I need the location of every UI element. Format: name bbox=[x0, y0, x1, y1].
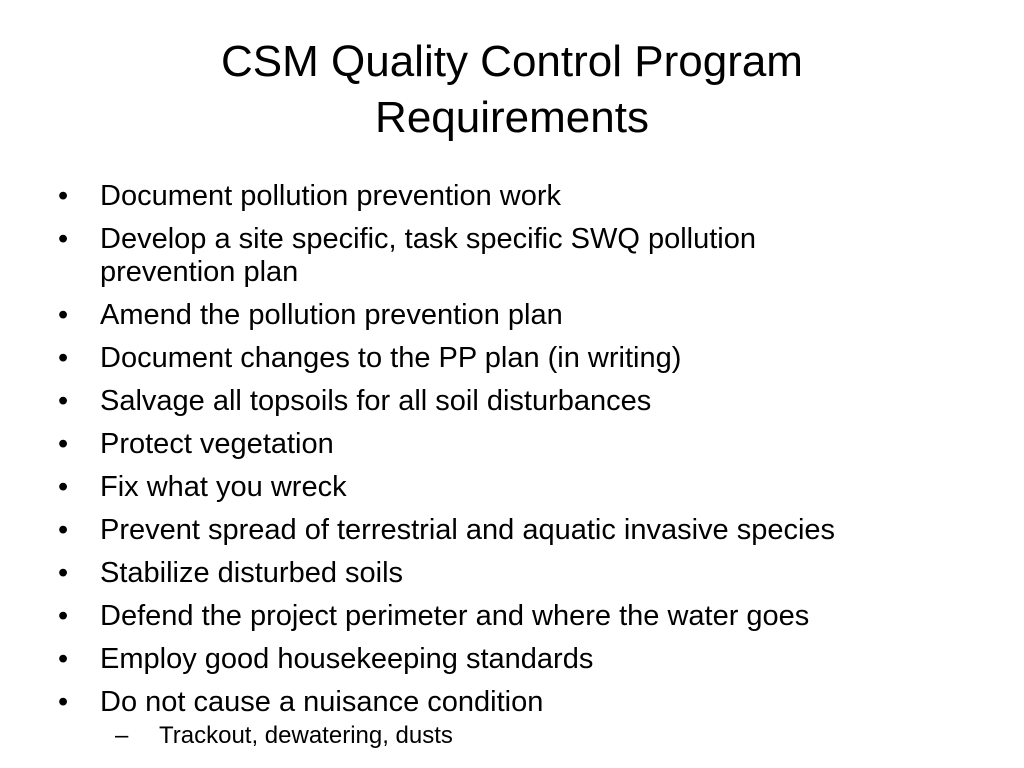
bullet-marker: • bbox=[58, 471, 69, 503]
bullet-marker: • bbox=[58, 643, 69, 675]
bullet-marker: • bbox=[58, 342, 69, 374]
bullet-text: Document changes to the PP plan (in writing) bbox=[100, 342, 682, 374]
bullet-text: Document pollution prevention work bbox=[100, 180, 562, 212]
bullet-text: Defend the project perimeter and where the water goes bbox=[100, 600, 810, 632]
bullet-item bbox=[58, 557, 978, 590]
bullet-text: Do not cause a nuisance condition bbox=[100, 686, 544, 718]
bullet-marker: • bbox=[58, 557, 69, 589]
bullet-text: Salvage all topsoils for all soil disturbances bbox=[100, 385, 652, 417]
bullet-marker: • bbox=[58, 223, 69, 255]
bullet-text: Develop a site specific, task specific SWQ pollution bbox=[100, 223, 756, 255]
bullet-text: Prevent spread of terrestrial and aquatic invasive species bbox=[100, 514, 836, 546]
bullet-item bbox=[58, 686, 978, 719]
bullet-item bbox=[58, 600, 978, 633]
bullet-item bbox=[58, 643, 978, 676]
bullet-item bbox=[58, 471, 978, 504]
bullet-item bbox=[58, 514, 978, 547]
bullet-text: Amend the pollution prevention plan bbox=[100, 299, 563, 331]
bullet-text: Protect vegetation bbox=[100, 428, 334, 460]
bullet-item bbox=[58, 428, 978, 461]
bullet-item bbox=[58, 385, 978, 418]
sub-bullet-item bbox=[115, 721, 978, 751]
bullet-item bbox=[58, 342, 978, 375]
bullet-text-continuation: prevention plan bbox=[100, 256, 299, 288]
bullet-item bbox=[58, 180, 978, 213]
bullet-text: Stabilize disturbed soils bbox=[100, 557, 404, 589]
bullet-item bbox=[58, 223, 978, 289]
bullet-marker: • bbox=[58, 299, 69, 331]
slide-title bbox=[100, 34, 924, 146]
bullet-marker: • bbox=[58, 428, 69, 460]
sub-bullet-text: Trackout, dewatering, dusts bbox=[159, 722, 453, 749]
bullet-marker: • bbox=[58, 385, 69, 417]
slide-title-line-2: Requirements bbox=[375, 93, 649, 142]
bullet-marker: • bbox=[58, 686, 69, 718]
slide-title-line-1: CSM Quality Control Program bbox=[221, 37, 803, 86]
bullet-marker: • bbox=[58, 180, 69, 212]
bullet-marker: • bbox=[58, 514, 69, 546]
bullet-text: Fix what you wreck bbox=[100, 471, 347, 503]
bullet-marker: • bbox=[58, 600, 69, 632]
bullet-list bbox=[58, 180, 978, 751]
bullet-item bbox=[58, 299, 978, 332]
bullet-text: Employ good housekeeping standards bbox=[100, 643, 594, 675]
sub-bullet-marker: – bbox=[115, 722, 129, 749]
